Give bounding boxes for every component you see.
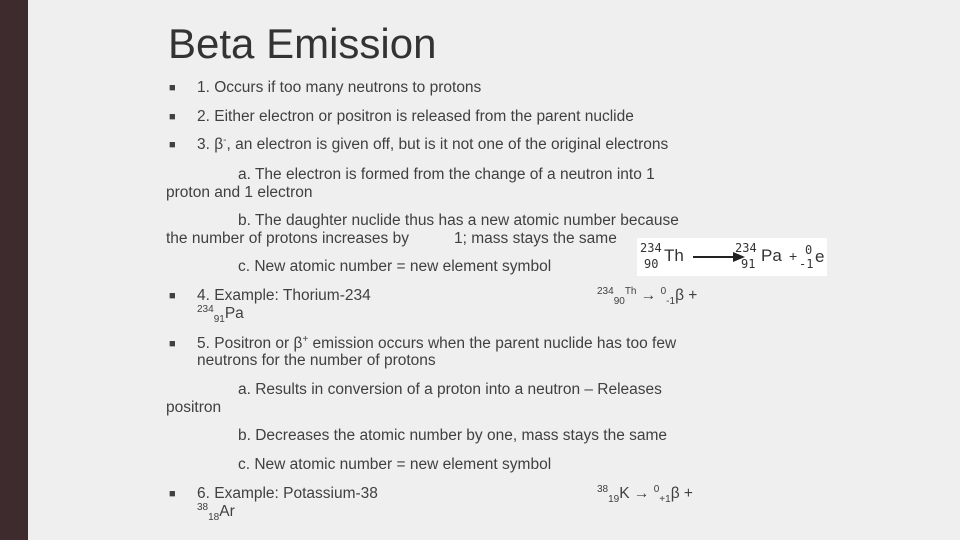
- point-5-line2: neutrons for the number of protons: [197, 352, 436, 369]
- point-5b: b. Decreases the atomic number by one, mass stays the same: [238, 427, 668, 444]
- electron-symbol: e: [815, 247, 825, 266]
- bullet-icon: ■: [169, 338, 176, 350]
- th-number: 90: [644, 257, 659, 271]
- th-mass: 234: [640, 241, 662, 255]
- point-3a-line2: proton and 1 electron: [166, 184, 313, 201]
- pa-symbol: Pa: [761, 246, 782, 265]
- point-3a-line1: a. The electron is formed from the change of a neutron into 1: [238, 166, 655, 183]
- bullet-icon: ■: [169, 290, 176, 302]
- point-5c: c. New atomic number = new element symbol: [238, 456, 552, 473]
- point-3b-line3: 1; mass stays the same: [454, 230, 617, 247]
- bullet-icon: ■: [169, 82, 176, 94]
- thorium-equation: $^{234}_{90}^{Th}$ → $^0_{-1}$β +: [597, 285, 698, 308]
- point-4: 4. Example: Thorium-234: [197, 287, 371, 304]
- point-5a-line2: positron: [166, 399, 222, 416]
- plus-sign: +: [789, 248, 798, 264]
- point-5a-line1: a. Results in conversion of a proton into a neutron – Releases: [238, 381, 662, 398]
- point-1: 1. Occurs if too many neutrons to protons: [197, 79, 482, 96]
- th-symbol: Th: [664, 246, 684, 265]
- point-6: 6. Example: Potassium-38: [197, 485, 378, 502]
- point-3c: c. New atomic number = new element symbol: [238, 258, 552, 275]
- point-2: 2. Either electron or positron is released from the parent nuclide: [197, 108, 634, 125]
- point-3: 3. β-, an electron is given off, but is it not one of the original electrons: [197, 134, 669, 153]
- electron-mass: 0: [805, 243, 813, 257]
- point-6-product: $^{38}_{18}$Ar: [197, 501, 235, 524]
- slide-title: Beta Emission: [168, 20, 437, 67]
- pa-mass: 234: [735, 241, 757, 255]
- point-3b-line1: b. The daughter nuclide thus has a new atomic number because: [238, 212, 679, 229]
- left-accent-bar: [0, 0, 28, 540]
- bullet-icon: ■: [169, 488, 176, 500]
- potassium-equation: $^{38}_{19}$K → $^0_{+1}$β +: [597, 483, 693, 506]
- thorium-decay-equation-image: [637, 238, 827, 276]
- point-4-product: $^{234}_{91}$Pa: [197, 303, 244, 326]
- pa-number: 91: [741, 257, 756, 271]
- bullet-icon: ■: [169, 139, 176, 151]
- point-5: 5. Positron or β+ emission occurs when the parent nuclide has too few: [197, 333, 677, 352]
- electron-number: -1: [799, 257, 814, 271]
- bullet-icon: ■: [169, 111, 176, 123]
- point-3b-line2: the number of protons increases by: [166, 230, 409, 247]
